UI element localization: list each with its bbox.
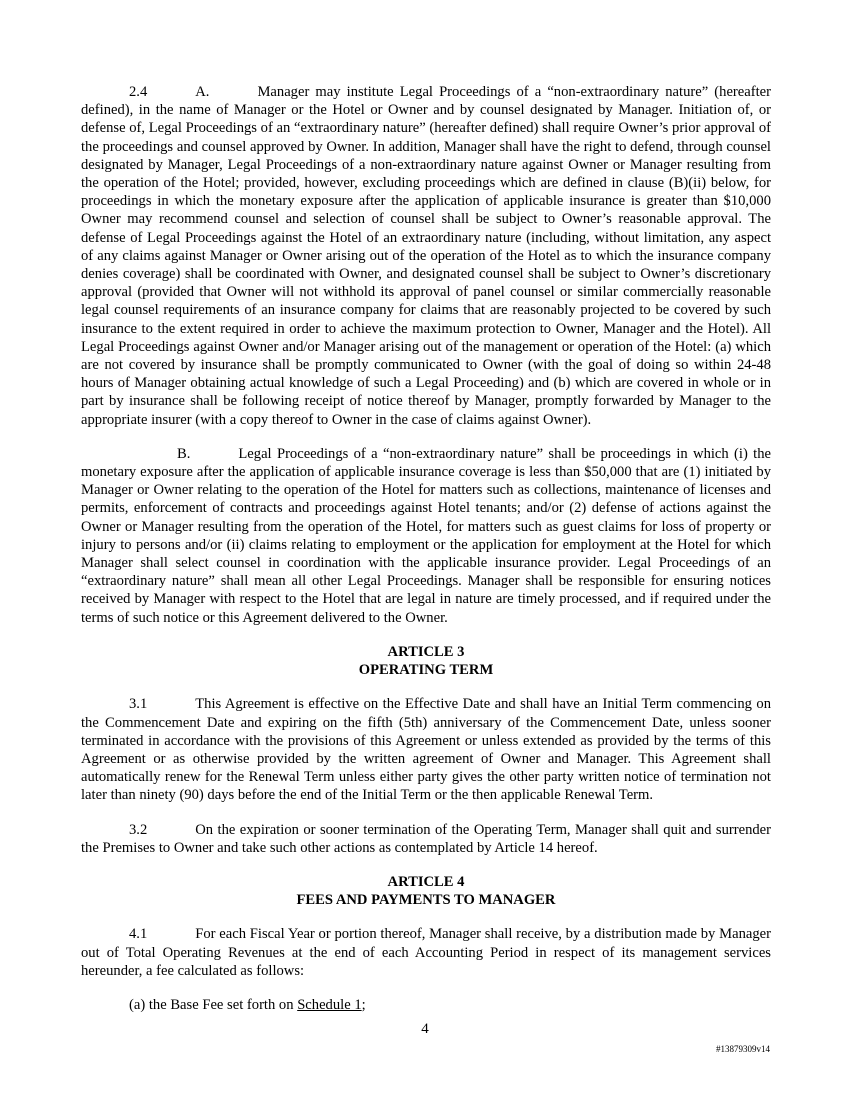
article-4-subtitle: FEES AND PAYMENTS TO MANAGER (296, 892, 556, 909)
page-number: 4 (421, 1021, 429, 1037)
paragraph-3-1 (81, 695, 771, 804)
article-4-title: ARTICLE 4 (387, 873, 465, 890)
section-number: 2.4 (129, 84, 148, 100)
article-3-subtitle: OPERATING TERM (358, 662, 494, 679)
paragraph-text: Manager may institute Legal Proceedings of a “non-extraordinary nature” (hereafter defined), in the name of Manager or the Hotel or Owner and by counsel designated by Manager. Initiation of, or defense of, Legal Proceedings of an “extraordinary nature” (hereafter defined) shall require Owner’s prior approval of the proceedings and counsel approved by Owner. In addition, Manager shall have the right to defend, through counsel designated by Manager, Legal Proceedings of a non-extraordinary nature against Owner or Manager resulting from the operation of the Hotel; provided, however, excluding proceedings which are defined in clause (B)(ii) below, for proceedings in which the monetary exposure after the application of applicable insurance is greater than $10,000 Owner may recommend counsel and selection of counsel shall be subject to Owner’s reasonable approval. The defense of Legal Proceedings against the Hotel of an extraordinary nature (including, without limitation, any aspect of any claims against Manager or Owner arising out of the operation of the Hotel as to which the insurance company denies coverage) shall be coordinated with Owner, and designated counsel shall be subject to Owner’s discretionary approval (provided that Owner will not withhold its approval of panel counsel or similar commercially reasonable legal counsel requirements of an insurance company for claims that are reasonably projected to be covered by such insurance to the extent required in order to achieve the maximum protection to Owner, Manager and the Hotel). All Legal Proceedings against Owner and/or Manager arising out of the management or operation of the Hotel: (a) which are not covered by insurance shall be promptly communicated to Owner (with the goal of doing so within 24-48 hours of Manager obtaining actual knowledge of such a Legal Proceeding) and (b) which are covered in whole or in part by insurance shall be following receipt of notice thereof by Manager, promptly forwarded by Manager to the appropriate insurer (with a copy thereof to Owner in the case of claims against Owner). (81, 84, 771, 428)
item-text: (a) the Base Fee set forth on (129, 996, 298, 1013)
list-item-a (81, 996, 771, 1014)
subsection-letter: A. (195, 84, 210, 100)
section-number: 3.1 (129, 696, 148, 713)
paragraph-text: Legal Proceedings of a “non-extraordinary nature” shall be proceedings in which (i) the monetary exposure after the application of applicable insurance coverage is less than $50,000 that are (1) initiated by Manager or Owner relating to the operation of the Hotel for matters such as collections, maintenance of licenses and permits, enforcement of contracts and proceedings against Hotel tenants; and/or (2) defense of actions against the Owner or Manager resulting from the operation of the Hotel, for matters such as guest claims for loss of property or injury to persons and/or (ii) claims relating to employment or the application for employment at the Hotel for which Manager shall select counsel in coordination with the applicable insurance provider. Legal Proceedings of an “extraordinary nature” shall mean all other Legal Proceedings. Manager shall be responsible for ensuring notices received by Manager with respect to the Hotel that are legal in nature are timely processed, and if required under the terms of such notice or this Agreement delivered to the Owner. (81, 445, 771, 626)
document-body (81, 83, 771, 1014)
item-suffix: ; (361, 996, 366, 1013)
paragraph-2-4-b (81, 445, 771, 627)
document-id: #13879309v14 (716, 1044, 770, 1054)
subsection-letter: B. (177, 445, 191, 462)
paragraph-2-4-a (81, 83, 771, 429)
article-3-title: ARTICLE 3 (387, 643, 465, 660)
paragraph-4-1 (81, 925, 771, 980)
schedule-1-link[interactable]: Schedule 1 (297, 996, 362, 1013)
paragraph-text: This Agreement is effective on the Effective Date and shall have an Initial Term commencing on the Commencement Date and expiring on the fifth (5th) anniversary of the Commencement Date, unless sooner terminated in accordance with the provisions of this Agreement or unless extended as provided by the terms of this Agreement or as otherwise provided by the written agreement of Owner and Manager. This Agreement shall automatically renew for the Renewal Term unless either party gives the other party written notice of termination not later than ninety (90) days before the end of the Initial Term or the then applicable Renewal Term. (81, 696, 771, 804)
paragraph-3-2 (81, 821, 771, 857)
paragraph-text: On the expiration or sooner termination of the Operating Term, Manager shall quit and surrender the Premises to Owner and take such other actions as contemplated by Article 14 hereof. (81, 821, 771, 856)
section-number: 3.2 (129, 821, 148, 838)
section-number: 4.1 (129, 926, 148, 943)
paragraph-text: For each Fiscal Year or portion thereof, Manager shall receive, by a distribution made by Manager out of Total Operating Revenues at the end of each Accounting Period in respect of its management services hereunder, a fee calculated as follows: (81, 926, 771, 979)
